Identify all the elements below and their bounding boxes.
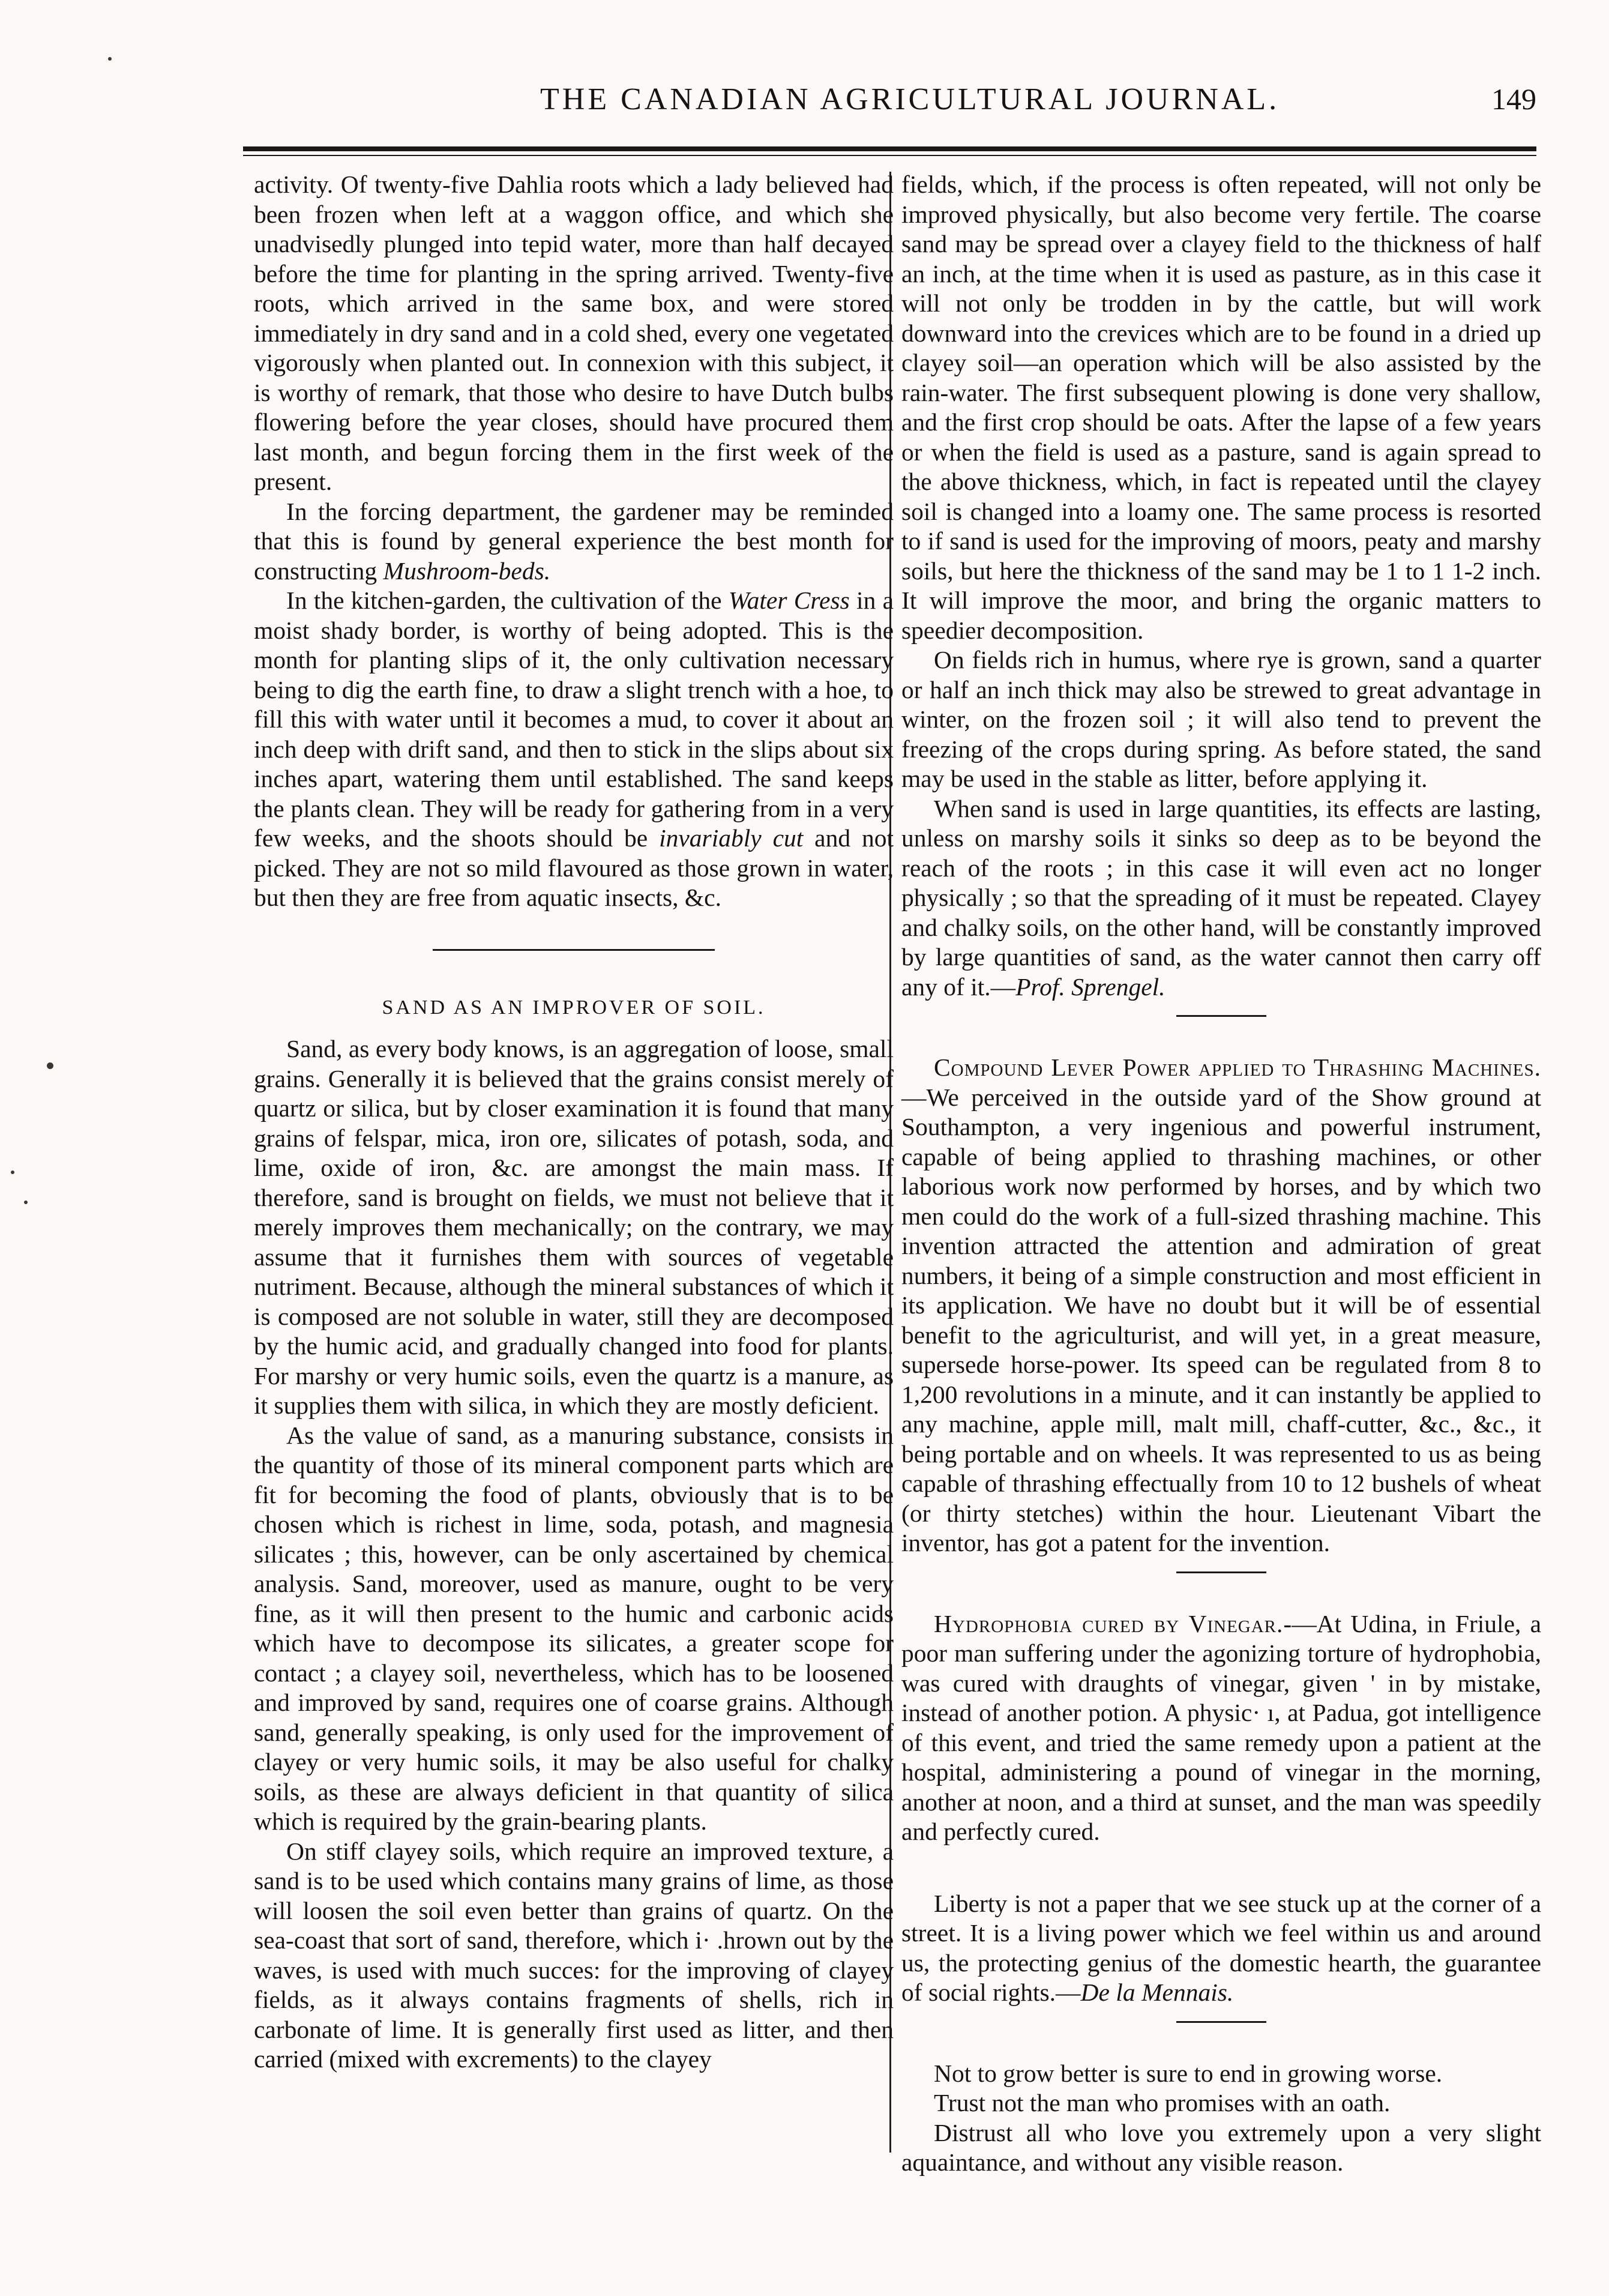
paragraph-sand-2: As the value of sand, as a manuring substance, consists in the quantity of those of its mineral component parts which are fit for becoming the food of plants, obviously that is to be chosen which is richest in lime, soda, potash, and magnesia silicates ; this, however, can be only ascertained by chemical analysis. Sand, moreover, used as manure, ought to be very fine, as it will then present to the humic and carbonic acids which have to decompose its silicates, a greater scope for contact ; a clayey soil, nevertheless, which has to be loosened and improved by sand, requires one of coarse grains. Although sand, generally speaking, is only used for the improvement of clayey or very humic soils, it may be also useful for chalky soils, as these are always deficient in that quantity of silica which is required by the grain-bearing plants. <box>254 1421 894 1835</box>
margin-mark <box>108 57 112 61</box>
italic-term: Mushroom-beds. <box>383 556 551 585</box>
paragraph-text: —We perceived in the outside yard of the Show ground at Southampton, a very ingenious and powerful instrument, capable of being applied to thrashing machines, or other laborious work now performed by horses, and by which two men could do the work of a full-sized thrashing machine. This invention attracted the attention and admiration of great numbers, it being of a simple construction and most efficient in its application. We have no doubt but it will be of essential benefit to the agriculturist, and will yet, in a great measure, supersede horse-power. Its speed can be regulated from 8 to 1,200 revolutions in a minute, and it can instantly be applied to any machine, apple mill, malt mill, chaff-cutter, &c., &c., it being portable and on wheels. It was represented to us as being capable of thrashing effectually from 10 to 12 bushels of wheat (or thirty stetches) within the hour. Lieutenant Vibart the inventor, has got a patent for the invention. <box>901 1083 1541 1556</box>
paragraph-humus: On fields rich in humus, where rye is grown, sand a quarter or half an inch thick may also be strewed to great advantage in winter, on the frozen soil ; it will also tend to prevent the freezing of the crops during spring. As before stated, the sand may be used in the stable as litter, before applying it. <box>901 646 1541 792</box>
article-lever-power <box>901 1053 1541 1558</box>
paragraph-liberty <box>901 1889 1541 2008</box>
paragraph-text: In the forcing department, the gardener may be reminded that this is found by general experience the best month for constructing <box>254 497 894 585</box>
margin-mark <box>24 1201 28 1204</box>
paragraph-text: When sand is used in large quantities, its effects are lasting, unless on marshy soils it sinks so deep as to be beyond the reach of the roots ; in this case it will even act no longer physically ; so that the spreading of it must be repeated. Clayey and chalky soils, on the other hand, will be constantly improved by large quantities of sand, as the water cannot then carry off any of it.— <box>901 794 1541 1001</box>
paragraph-dahlia <box>254 170 894 497</box>
article-hydrophobia <box>901 1609 1541 1847</box>
maxim-3: Distrust all who love you extremely upon a very slight aquaintance, and without any visible reason. <box>901 2118 1541 2176</box>
paragraph-water-cress <box>254 586 894 913</box>
italic-term: Water Cress <box>728 586 850 614</box>
italic-term: invariably cut <box>659 824 804 852</box>
header-rule <box>243 146 1536 151</box>
section-heading-sand: SAND AS AN IMPROVER OF SOIL. <box>382 996 766 1019</box>
right-column <box>901 170 1541 2176</box>
paragraph-sand-continued: fields, which, if the process is often repeated, will not only be improved physically, but also become very fertile. The coarse sand may be spread over a clayey field to the thickness of half an inch, at the time when it is used as pasture, as in this case it will not only be trodden in by the cattle, but will work downward into the crevices which are to be found in a dried up clayey soil—an operation which will be also assisted by the rain-water. The first subsequent plowing is done very shallow, and the first crop should be oats. After the lapse of a few years or when the field is used as a pasture, sand is again spread to the above thickness, which, in fact is repeated until the clayey soil is changed into a loamy one. The same process is resorted to if sand is used for the improving of moors, peaty and marshy soils, but here the thickness of the sand may be 1 to 1 1-2 inch. It will improve the moor, and bring the organic matters to speedier decomposition. <box>901 170 1541 644</box>
attribution: Prof. Sprengel. <box>1015 972 1165 1001</box>
margin-mark <box>47 1062 53 1069</box>
page-number: 149 <box>1491 82 1536 116</box>
article-heading-hydrophobia: Hydrophobia cured by Vinegar. <box>934 1609 1284 1638</box>
page-header <box>228 82 1536 133</box>
paragraph-text: Liberty is not a paper that we see stuck up at the corner of a street. It is a living power which we feel within us and around us, the protecting genius of the domestic hearth, the guarantee of social rights.— <box>901 1889 1541 2006</box>
left-column <box>254 170 894 2160</box>
paragraph-text: and not picked. They are not so mild flavoured as those grown in water, but then they are free from aquatic insects, &c. <box>254 824 894 911</box>
paragraph-forcing <box>254 497 894 586</box>
paragraph-text: in a moist shady border, is worthy of being adopted. This is the month for planting slips of it, the only cultivation necessary being to dig the earth fine, to draw a slight trench with a hoe, to fill this with water until it becomes a mud, to cover it about an inch deep with drift sand, and then to stick in the slips about six inches apart, watering them until established. The sand keeps the plants clean. They will be ready for gathering from in a very few weeks, and the shoots should be <box>254 586 894 852</box>
header-rule-thin <box>243 155 1536 156</box>
maxim-1: Not to grow better is sure to end in growing worse. <box>934 2059 1443 2087</box>
paragraph-sand-1: Sand, as every body knows, is an aggregation of loose, small grains. Generally it is believed that the grains consist merely of quartz or silica, but by closer examination it is found that many grains of felspar, mica, iron ore, silicates of potash, soda, and lime, oxide of iron, &c. are amongst the main mass. If therefore, sand is brought on fields, we must not believe that it merely improves them mechanically; on the contrary, we may assume that it furnishes them with sources of vegetable nutriment. Because, although the mineral substances of which it is composed are not soluble in water, still they are decomposed by the humic acid, and gradually changed into food for plants. For marshy or very humic soils, even the quartz is a manure, as it supplies them with silica, in which they are mostly deficient. <box>254 1035 894 1419</box>
attribution: De la Mennais. <box>1080 1978 1234 2006</box>
paragraph-sand-3: On stiff clayey soils, which require an improved texture, a sand is to be used which contains many grains of lime, as those will loosen the soil even better than grains of quartz. On the sea-coast that sort of sand, therefore, which i· .hrown out by the waves, is used with much succes: for the improving of clayey fields, as it always contains fragments of shells, rich in carbonate of lime. It is generally first used as litter, and then carried (mixed with excrements) to the clayey <box>254 1837 894 2073</box>
paragraph-text: activity. Of twenty-five Dahlia roots which a lady believed had been frozen when left at a waggon office, and which she unadvisedly plunged into tepid water, more than half decayed before the time for planting in the spring arrived. Twenty-five roots, which arrived in the same box, and were stored immediately in dry sand and in a cold shed, every one vegetated vigorously when planted out. In connexion with this subject, it is worthy of remark, that those who desire to have Dutch bulbs flowering before the year closes, should have procured them last month, and begun forcing them in the first week of the present. <box>254 170 894 495</box>
margin-mark <box>11 1171 14 1174</box>
running-title: THE CANADIAN AGRICULTURAL JOURNAL. <box>540 82 1280 116</box>
paragraph-large-quantities <box>901 794 1541 1002</box>
paragraph-text: In the kitchen-garden, the cultivation of the <box>286 586 729 614</box>
article-heading-lever: Compound Lever Power applied to Thrashing Machines. <box>934 1053 1541 1081</box>
paragraph-text: -—At Udina, in Friule, a poor man suffering under the agonizing torture of hydrophobia, was cured with draughts of vinegar, given ' in by mistake, instead of another potion. A physic· ı, at Padua, got intelligence of this event, and tried the same remedy upon a patient at the hospital, administering a pound of vinegar in the morning, another at noon, and a third at sunset, and the man was speedily and perfectly cured. <box>901 1609 1541 1845</box>
maxim-2: Trust not the man who promises with an oath. <box>934 2089 1391 2117</box>
